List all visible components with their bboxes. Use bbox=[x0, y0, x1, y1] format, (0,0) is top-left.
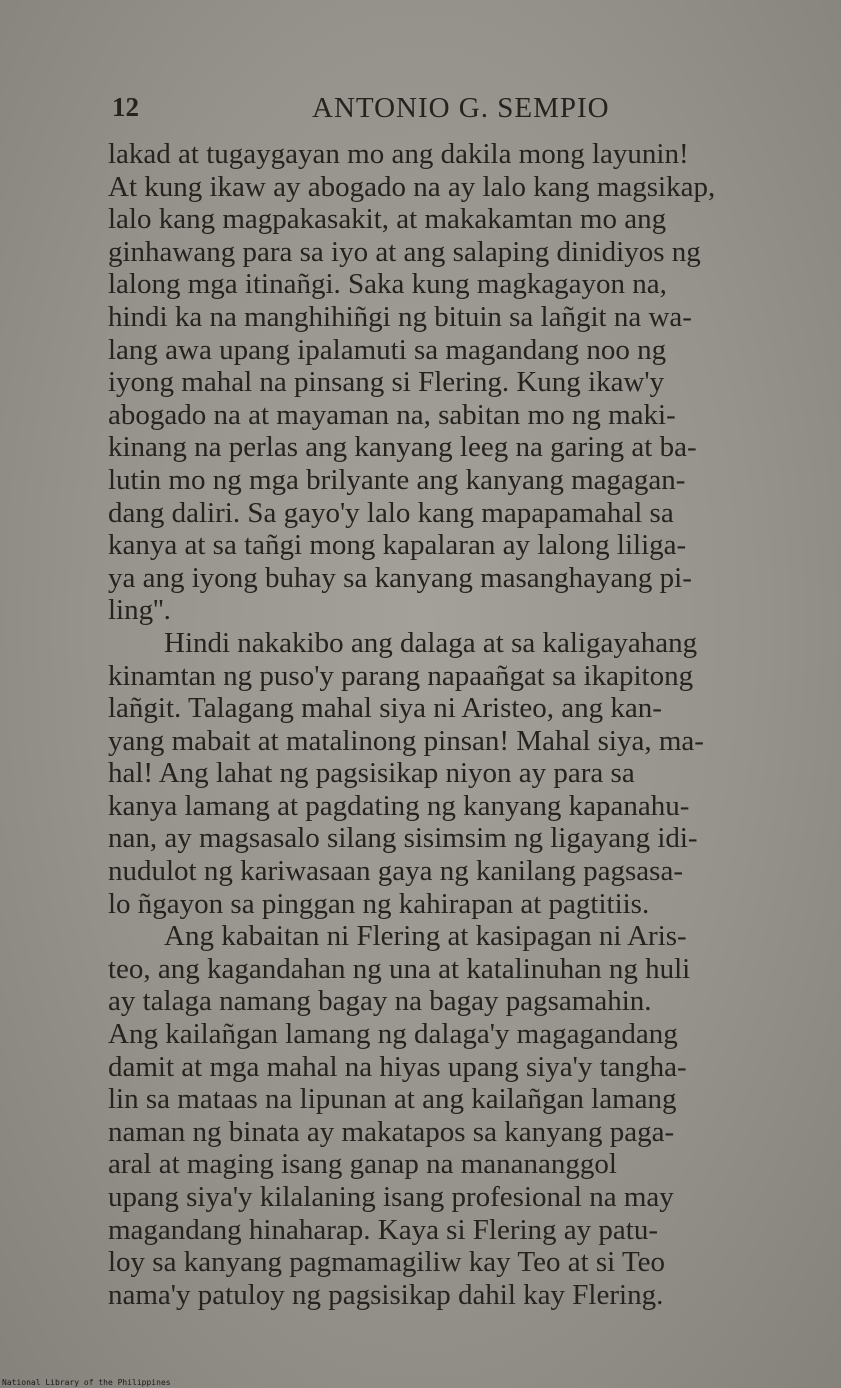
text-line: upang siya'y kilalaning isang profesional na may bbox=[108, 1181, 674, 1213]
page-header bbox=[112, 92, 780, 132]
body-text bbox=[108, 138, 780, 1311]
text-line: ling''. bbox=[108, 594, 171, 627]
text-line: ay talaga namang bagay na bagay pagsamahin. bbox=[108, 985, 652, 1018]
text-line: ya ang iyong buhay sa kanyang masanghayang pi- bbox=[108, 561, 692, 594]
text-line: hal! Ang lahat ng pagsisikap niyon ay para sa bbox=[108, 757, 635, 790]
text-line: lo ñgayon sa pinggan ng kahirapan at pagtitiis. bbox=[108, 887, 650, 920]
page-number: 12 bbox=[112, 92, 139, 122]
text-line: Ang kailañgan lamang ng dalaga'y magagandang bbox=[108, 1018, 678, 1051]
text-line: lutin mo ng mga brilyante ang kanyang magagan- bbox=[108, 463, 686, 496]
text-line: hindi ka na manghihiñgi ng bituin sa lañgit na wa- bbox=[108, 300, 692, 333]
text-line: kinamtan ng puso'y parang napaañgat sa ikapitong bbox=[108, 659, 694, 692]
text-line: ginhawang para sa iyo at ang salaping dinidiyos ng bbox=[108, 235, 701, 268]
text-line: kinang na perlas ang kanyang leeg na garing at ba- bbox=[108, 431, 697, 464]
text-line: nudulot ng kariwasaan gaya ng kanilang pagsasa- bbox=[108, 855, 683, 888]
text-line: magandang hinaharap. Kaya si Flering ay patu- bbox=[108, 1213, 659, 1246]
text-line: At kung ikaw ay abogado na ay lalo kang magsikap, bbox=[108, 170, 716, 203]
text-line: Hindi nakakibo ang dalaga at sa kaligayahang bbox=[164, 626, 698, 659]
text-line: lalo kang magpakasakit, at makakamtan mo ang bbox=[108, 203, 667, 236]
text-line: lalong mga itinañgi. Saka kung magkagayon na, bbox=[108, 268, 667, 301]
text-line: lang awa upang ipalamuti sa magandang noo ng bbox=[108, 333, 667, 366]
footer-credit: National Library of the Philippines bbox=[2, 1378, 171, 1387]
text-line: lakad at tugaygayan mo ang dakila mong layunin! bbox=[108, 138, 689, 170]
text-line: kanya at sa tañgi mong kapalaran ay lalong liliga- bbox=[108, 529, 687, 562]
text-line: abogado na at mayaman na, sabitan mo ng maki- bbox=[108, 398, 676, 431]
text-line: lañgit. Talagang mahal siya ni Aristeo, ang kan- bbox=[108, 692, 662, 725]
running-head: ANTONIO G. SEMPIO bbox=[312, 92, 610, 124]
text-line: Ang kabaitan ni Flering at kasipagan ni Aris- bbox=[164, 920, 687, 953]
text-line: naman ng binata ay makatapos sa kanyang paga- bbox=[108, 1115, 675, 1148]
text-line: aral at maging isang ganap na manananggol bbox=[108, 1148, 617, 1181]
text-line: nan, ay magsasalo silang sisimsim ng ligayang idi- bbox=[108, 822, 698, 855]
text-line: nama'y patuloy ng pagsisikap dahil kay Flering. bbox=[108, 1278, 664, 1311]
text-line: loy sa kanyang pagmamagiliw kay Teo at si Teo bbox=[108, 1246, 666, 1279]
text-line: iyong mahal na pinsang si Flering. Kung ikaw'y bbox=[108, 366, 665, 399]
text-line: dang daliri. Sa gayo'y lalo kang mapapamahal sa bbox=[108, 496, 674, 529]
text-line: damit at mga mahal na hiyas upang siya'y tangha- bbox=[108, 1050, 687, 1083]
text-line: lin sa mataas na lipunan at ang kailañgan lamang bbox=[108, 1083, 677, 1116]
text-line: kanya lamang at pagdating ng kanyang kapanahu- bbox=[108, 789, 690, 822]
text-line: teo, ang kagandahan ng una at katalinuhan ng huli bbox=[108, 952, 691, 985]
text-line: yang mabait at matalinong pinsan! Mahal siya, ma- bbox=[108, 724, 704, 757]
